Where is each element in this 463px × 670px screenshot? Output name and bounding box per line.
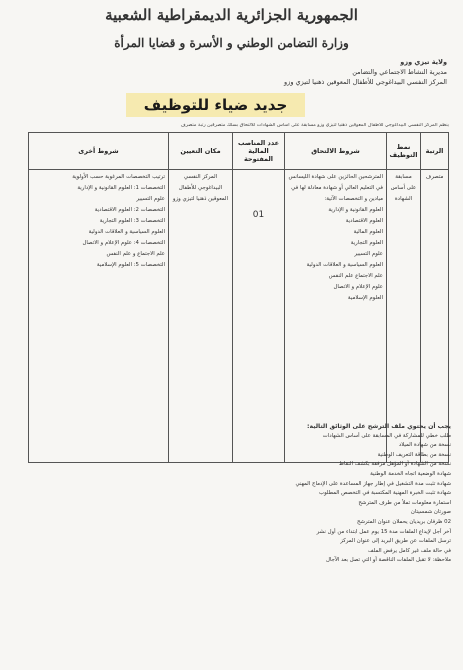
condition-item: علوم التسيير <box>354 251 383 257</box>
site-watermark-banner: جديد ضياء للتوظيف <box>126 93 305 117</box>
other-item: ترتيب التخصصات المرغوبة حسب الأولوية <box>72 174 165 180</box>
document-item: آخر أجل لإيداع الملفات مدة 15 يوم عمل ابتداء من أول نشر <box>316 528 451 535</box>
document-item: ملاحظة: لا تقبل الملفات الناقصة أو التي تصل بعد الآجال <box>325 557 451 564</box>
cell-grade: متصرف <box>421 170 449 463</box>
intro-paragraph: ينظم المركز النفسي البيداغوجي للأطفال المعوقين ذهنيا لتيزي وزو مسابقة على أساس الشهادات للالتحاق بسلك متصرفين رتبة متصرف <box>180 123 449 128</box>
center-line: المركز النفسي البيداغوجي للأطفال المعوقين ذهنيا لتيزي وزو <box>284 78 447 86</box>
cell-conditions <box>285 170 387 463</box>
col-conditions-header: شروط الالتحاق <box>285 133 387 170</box>
required-documents-section <box>12 422 451 566</box>
table-row <box>29 170 449 463</box>
documents-title: يجب أن يحتوي ملف الترشح على الوثائق التالية: <box>306 423 451 430</box>
col-place-header: مكان التعيين <box>169 133 233 170</box>
col-grade-header: الرتبة <box>421 133 449 170</box>
condition-item: العلوم الاقتصادية <box>345 218 383 224</box>
condition-item: علوم الإعلام و الاتصال <box>333 284 383 290</box>
cell-mode: مسابقة على أساس الشهادة <box>387 170 421 463</box>
condition-item: العلوم القانونية و الإدارية <box>328 207 383 213</box>
other-item: التخصصات 1: العلوم القانونية و الإدارية <box>77 185 165 191</box>
document-item: نسخة من بطاقة التعريف الوطنية <box>377 451 451 458</box>
col-count-header: عدد المناصب المالية المفتوحة <box>233 133 285 170</box>
document-item: في حالة ملف غير كامل يرفض الملف <box>368 547 451 554</box>
cell-place: المركز النفسي البيداغوجي للأطفال المعوقين ذهنيا لتيزي وزو <box>169 170 233 463</box>
condition-item: المترشحين الحائزين على شهادة الليسانس في التعليم العالي أو شهادة معادلة لها في ميادين و التخصصات الآتية: <box>288 174 383 202</box>
document-item: ترسل الملفات عن طريق البريد إلى عنوان المركز <box>340 538 451 545</box>
other-item: التخصصات 4: علوم الإعلام و الاتصال <box>82 240 165 246</box>
document-item: طلب خطي للمشاركة في المسابقة على أساس الشهادات <box>322 432 451 439</box>
cell-other <box>29 170 169 463</box>
col-mode-header: نمط التوظيف <box>387 133 421 170</box>
condition-item: علم الاجتماع علم النفس <box>328 273 383 279</box>
other-item: التخصصات 5: العلوم الإسلامية <box>96 262 165 268</box>
directorate-line: مديرية النشاط الاجتماعي والتضامن <box>352 68 447 76</box>
other-item: العلوم السياسية و العلاقات الدولية <box>88 229 165 235</box>
document-item: شهادة تثبت الخبرة المهنية المكتسبة في التخصص المطلوب <box>319 490 451 497</box>
document-item: صورتان شمسيتان <box>410 509 451 516</box>
document-item: شهادة الوضعية اتجاه الخدمة الوطنية <box>370 470 451 477</box>
cell-count: 01 <box>233 170 285 463</box>
other-item: التخصصات 2: العلوم الاقتصادية <box>94 207 165 213</box>
wilaya-line: ولاية تيزي وزو <box>400 58 447 66</box>
positions-table <box>28 132 449 463</box>
document-item: شهادة تثبت مدة التشغيل في إطار جهاز المساعدة على الإدماج المهني <box>295 480 451 487</box>
document-item: 02 ظرفان بريديان يحملان عنوان المترشح <box>357 518 451 525</box>
col-other-header: شروط أخرى <box>29 133 169 170</box>
condition-item: العلوم التجارية <box>350 240 383 246</box>
other-item: التخصصات 3: العلوم التجارية <box>99 218 165 224</box>
document-item: نسخة من شهادة الميلاد <box>398 442 451 449</box>
document-item: نسخة من الشهادة أو المؤهل مرفقة بكشف النقاط <box>338 461 451 468</box>
other-item: علوم التسيير <box>136 196 165 202</box>
other-item: علم الاجتماع و علم النفس <box>106 251 165 257</box>
document-item: استمارة معلومات تملأ من طرف المترشح <box>358 499 451 506</box>
condition-item: العلوم الإسلامية <box>347 295 383 301</box>
condition-item: العلوم السياسية و العلاقات الدولية <box>306 262 383 268</box>
table-header-row <box>29 133 449 170</box>
ministry-title: وزارة التضامن الوطني و الأسرة و قضايا المرأة <box>114 36 349 50</box>
condition-item: العلوم المالية <box>353 229 383 235</box>
republic-title: الجمهورية الجزائرية الديمقراطية الشعبية <box>105 6 358 24</box>
